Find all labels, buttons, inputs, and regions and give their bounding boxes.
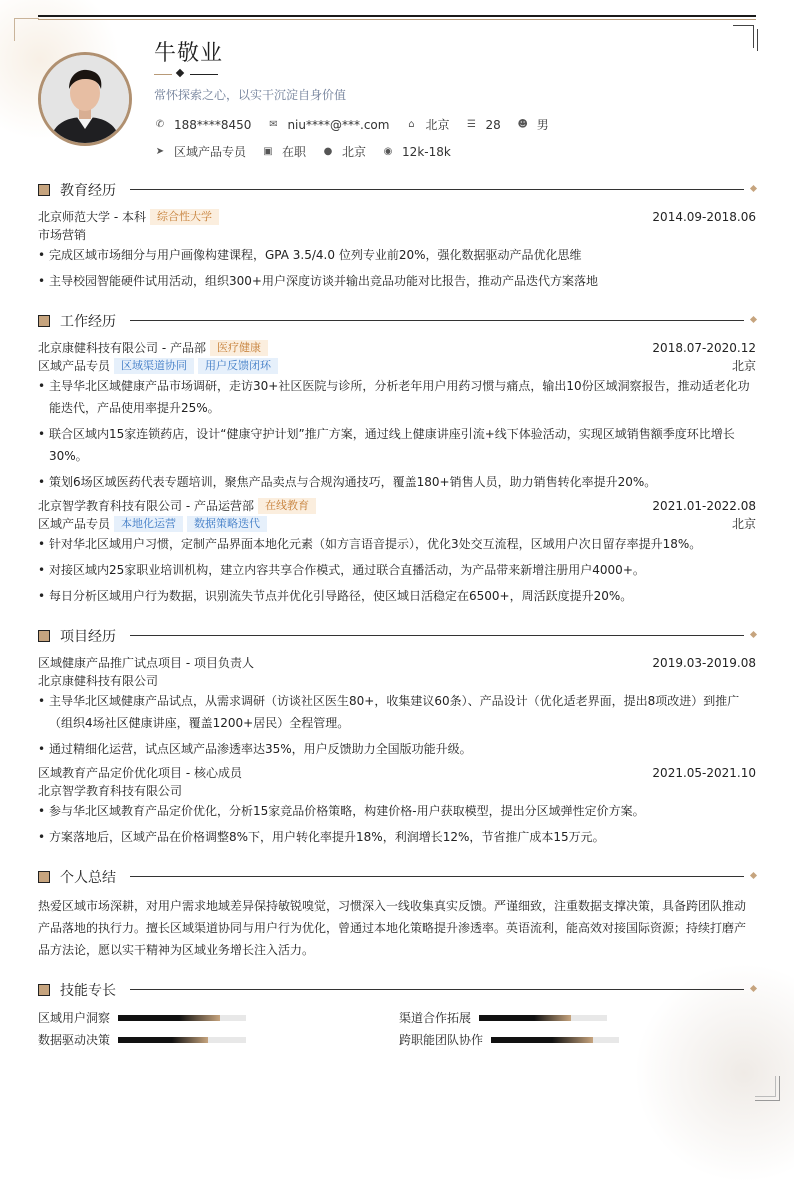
school-name: 北京师范大学 - 本科 xyxy=(38,210,146,224)
work-header xyxy=(38,497,756,514)
work-tag: 用户反馈闭环 xyxy=(198,358,278,374)
section-title: 个人总结 xyxy=(60,870,116,886)
top-rule-accent xyxy=(38,19,756,20)
job-info-row xyxy=(154,143,467,160)
project-title: 区域教育产品定价优化项目 - 核心成员 xyxy=(38,766,242,780)
cake-icon: ☰ xyxy=(466,119,476,130)
email-item xyxy=(267,118,389,132)
section-work xyxy=(38,311,756,331)
work-role-row xyxy=(38,357,756,374)
work-bullet: • 策划6场区域医药代表专题培训，聚焦产品卖点与合规沟通技巧，覆盖180+销售人员，助力销售转化率提升20%。 xyxy=(38,471,756,493)
education-period: 2014.09-2018.06 xyxy=(652,209,756,224)
skill-bar-fill xyxy=(491,1037,593,1043)
corner-decoration-bottom-right-inner xyxy=(755,1076,776,1097)
age-item xyxy=(465,118,500,132)
project-header xyxy=(38,764,756,781)
section-square-icon xyxy=(38,630,50,642)
skill-bar-fill xyxy=(118,1037,208,1043)
work-role: 区域产品专员 xyxy=(38,359,111,373)
diamond-icon xyxy=(750,185,757,192)
gender-icon: ☻ xyxy=(517,119,528,130)
diamond-icon xyxy=(750,985,757,992)
industry-tag: 医疗健康 xyxy=(210,340,268,356)
motto: 常怀探索之心，以实干沉淀自身价值 xyxy=(154,88,347,102)
gender-value: 男 xyxy=(536,118,549,132)
work-period: 2018.07-2020.12 xyxy=(652,340,756,355)
project-bullet: • 通过精细化运营，试点区域产品渗透率达35%，用户反馈助力全国版功能升级。 xyxy=(38,738,756,760)
target-city-item xyxy=(322,143,366,160)
money-icon: ◉ xyxy=(383,146,393,157)
project-org-row xyxy=(38,782,756,799)
age-value: 28 xyxy=(485,117,501,132)
skill-name: 渠道合作拓展 xyxy=(399,1011,472,1025)
work-city: 北京 xyxy=(731,517,756,531)
target-city-value: 北京 xyxy=(342,145,367,159)
section-square-icon xyxy=(38,315,50,327)
work-bullet: • 针对华北区域用户习惯，定制产品界面本地化元素（如方言语音提示），优化3处交互流程，区域用户次日留存率提升18%。 xyxy=(38,533,756,555)
education-header xyxy=(38,208,756,225)
project-org-row xyxy=(38,672,756,689)
skill-item xyxy=(399,1031,619,1048)
work-bullet: • 对接区域内25家职业培训机构，建立内容共享合作模式，通过联合直播活动，为产品带来新增注册用户4000+。 xyxy=(38,559,756,581)
education-major-row xyxy=(38,226,756,243)
section-square-icon xyxy=(38,984,50,996)
skill-name: 数据驱动决策 xyxy=(38,1033,111,1047)
mail-icon: ✉ xyxy=(269,119,278,130)
city-item xyxy=(405,116,449,133)
project-title: 区域健康产品推广试点项目 - 项目负责人 xyxy=(38,656,254,670)
work-tag: 本地化运营 xyxy=(114,516,183,532)
contact-info-row xyxy=(154,116,565,133)
project-org: 北京康健科技有限公司 xyxy=(38,674,159,688)
email-value: niu****@***.com xyxy=(287,117,390,132)
status-item xyxy=(262,143,306,160)
work-bullet: • 联合区域内15家连锁药店，设计“健康守护计划”推广方案，通过线上健康讲座引流+线下体验活动，实现区域销售额季度环比增长30%。 xyxy=(38,423,756,467)
summary-text: 热爱区域市场深耕，对用户需求地域差异保持敏锐嗅觉，习惯深入一线收集真实反馈。严谨细致，注重数据支撑决策，具备跨团队推动产品落地的执行力。擅长区域渠道协同与用户行为优化，曾通过本地化策略提升渗透率。英语流利，能高效对接国际资源；持续打磨产品方法论，愿以实干精神为区域业务增长注入活力。 xyxy=(38,899,747,957)
company-name: 北京康健科技有限公司 - 产品部 xyxy=(38,341,206,355)
skill-bar xyxy=(118,1037,246,1043)
education-major: 市场营销 xyxy=(38,228,87,242)
section-summary xyxy=(38,867,756,887)
salary-item xyxy=(382,145,451,159)
job-item xyxy=(154,143,246,160)
phone-value: 188****8450 xyxy=(174,117,252,132)
project-bullet: • 主导华北区域健康产品试点，从需求调研（访谈社区医生80+，收集建议60条）、产品设计（优化适老界面，提出8项改进）到推广（组织4场社区健康讲座，覆盖1200+居民）全程管理。 xyxy=(38,690,756,734)
top-rule xyxy=(38,15,756,17)
skill-bar xyxy=(479,1015,607,1021)
send-icon: ➤ xyxy=(155,146,165,157)
company-name: 北京智学教育科技有限公司 - 产品运营部 xyxy=(38,499,254,513)
project-bullet: • 方案落地后，区域产品在价格调整8%下，用户转化率提升18%，利润增长12%，节省推广成本15万元。 xyxy=(38,826,756,848)
diamond-icon xyxy=(750,316,757,323)
project-header xyxy=(38,654,756,671)
city-value: 北京 xyxy=(425,118,450,132)
skill-bar xyxy=(491,1037,619,1043)
skill-bar-fill xyxy=(118,1015,220,1021)
section-skills xyxy=(38,980,756,1000)
name-divider xyxy=(154,68,224,80)
work-tag: 区域渠道协同 xyxy=(114,358,194,374)
skill-item xyxy=(38,1009,246,1026)
education-bullet: • 主导校园智能硬件试用活动，组织300+用户深度访谈并输出竞品功能对比报告，推动产品迭代方案落地 xyxy=(38,270,756,292)
skill-bar-fill xyxy=(479,1015,571,1021)
work-city: 北京 xyxy=(731,359,756,373)
phone-item xyxy=(154,118,251,132)
work-role: 区域产品专员 xyxy=(38,517,111,531)
project-org: 北京智学教育科技有限公司 xyxy=(38,784,183,798)
section-square-icon xyxy=(38,871,50,883)
school-tag: 综合性大学 xyxy=(150,209,219,225)
avatar xyxy=(38,52,132,146)
work-bullet: • 每日分析区域用户行为数据，识别流失节点并优化引导路径，使区域日活稳定在6500+，周活跃度提升20%。 xyxy=(38,585,756,607)
skill-name: 跨职能团队协作 xyxy=(399,1033,484,1047)
work-period: 2021.01-2022.08 xyxy=(652,498,756,513)
work-header xyxy=(38,339,756,356)
project-period: 2019.03-2019.08 xyxy=(652,655,756,670)
section-title: 项目经历 xyxy=(60,629,116,645)
skill-bar xyxy=(118,1015,246,1021)
skill-item xyxy=(399,1009,607,1026)
salary-value: 12k-18k xyxy=(402,144,451,159)
project-period: 2021.05-2021.10 xyxy=(652,765,756,780)
section-education xyxy=(38,180,756,200)
skill-item xyxy=(38,1031,246,1048)
job-value: 区域产品专员 xyxy=(174,145,247,159)
project-bullet: • 参与华北区域教育产品定价优化，分析15家竞品价格策略，构建价格-用户获取模型，提出分区域弹性定价方案。 xyxy=(38,800,756,822)
location-icon: ● xyxy=(323,146,333,157)
corner-decoration-top-right-inner xyxy=(737,29,758,51)
work-role-row xyxy=(38,515,756,532)
corner-decoration-top-left xyxy=(14,18,39,41)
briefcase-icon: ▣ xyxy=(263,146,273,157)
status-value: 在职 xyxy=(282,145,307,159)
work-bullet: • 主导华北区域健康产品市场调研，走访30+社区医院与诊所，分析老年用户用药习惯与痛点，输出10份区域洞察报告，推动适老化功能迭代，产品使用率提升25%。 xyxy=(38,375,756,419)
diamond-icon xyxy=(750,631,757,638)
section-projects xyxy=(38,626,756,646)
home-icon: ⌂ xyxy=(408,119,415,130)
skill-name: 区域用户洞察 xyxy=(38,1011,111,1025)
section-title: 教育经历 xyxy=(60,183,116,199)
industry-tag: 在线教育 xyxy=(258,498,316,514)
work-tag: 数据策略迭代 xyxy=(187,516,267,532)
education-bullet: • 完成区域市场细分与用户画像构建课程，GPA 3.5/4.0 位列专业前20%，强化数据驱动产品优化思维 xyxy=(38,244,756,266)
diamond-icon xyxy=(750,872,757,879)
section-title: 工作经历 xyxy=(60,314,116,330)
section-title: 技能专长 xyxy=(60,983,116,999)
section-square-icon xyxy=(38,184,50,196)
gender-item xyxy=(517,116,549,133)
phone-icon: ✆ xyxy=(155,119,165,130)
candidate-name: 牛敬业 xyxy=(154,41,224,66)
